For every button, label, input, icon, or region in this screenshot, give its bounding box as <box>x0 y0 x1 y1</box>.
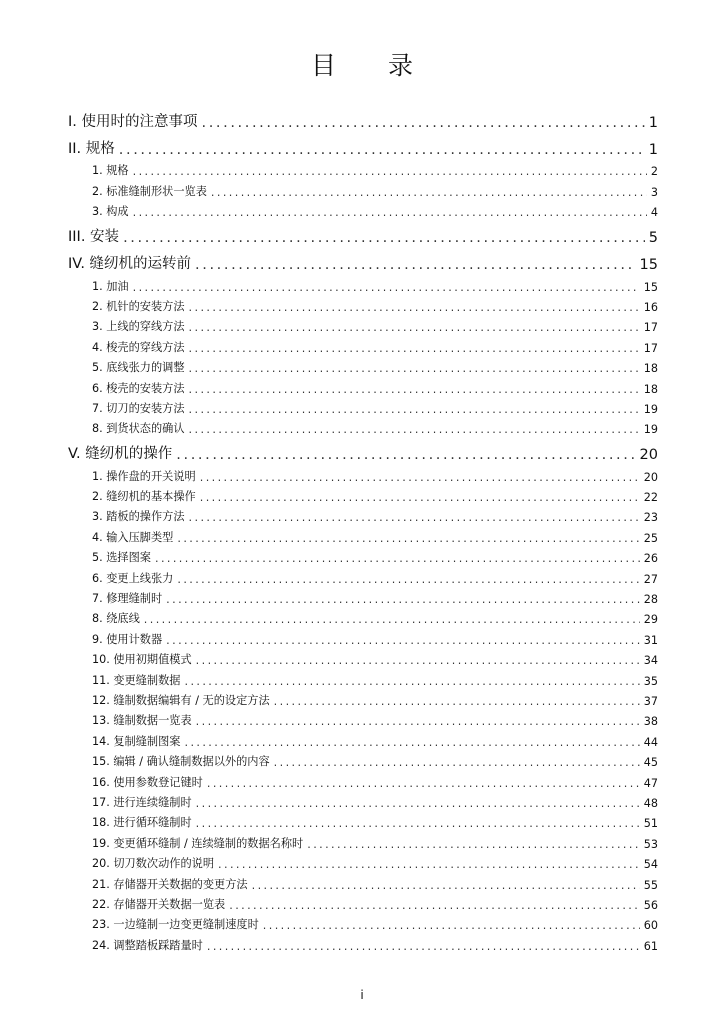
toc-entry-page: 20 <box>643 470 658 484</box>
toc-entry-page: 27 <box>643 572 658 586</box>
toc-subsection-entry[interactable] <box>68 463 658 483</box>
toc-leader-dots <box>123 230 645 246</box>
toc-entry-label: 5. 选择图案 <box>92 551 151 565</box>
table-of-contents <box>68 104 658 953</box>
toc-subsection-entry[interactable] <box>68 375 658 395</box>
toc-entry-page: 61 <box>643 939 658 953</box>
toc-entry-label: 2. 机针的安装方法 <box>92 299 185 313</box>
toc-entry-page: 53 <box>643 837 658 851</box>
toc-leader-dots <box>200 491 640 504</box>
toc-leader-dots <box>252 879 640 892</box>
toc-entry-page: 18 <box>643 382 658 396</box>
toc-subsection-entry[interactable] <box>68 334 658 354</box>
toc-entry-page: 56 <box>643 898 658 912</box>
toc-entry-label: III. 安装 <box>68 229 120 246</box>
toc-leader-dots <box>189 342 640 355</box>
toc-entry-page: 22 <box>643 491 658 505</box>
toc-leader-dots <box>189 423 640 436</box>
toc-entry-page: 4 <box>650 206 658 220</box>
toc-entry-label: 3. 上线的穿线方法 <box>92 320 185 334</box>
toc-leader-dots <box>189 362 640 375</box>
toc-entry-page: 3 <box>650 185 658 199</box>
toc-section-entry[interactable] <box>68 219 658 246</box>
toc-entry-label: 12. 缝制数据编辑有 / 无的设定方法 <box>92 693 270 707</box>
toc-leader-dots <box>207 940 640 953</box>
toc-entry-page: 37 <box>643 694 658 708</box>
toc-entry-page: 20 <box>639 447 658 464</box>
toc-entry-label: 2. 标准缝制形状一览表 <box>92 184 207 198</box>
toc-subsection-entry[interactable] <box>68 871 658 891</box>
toc-entry-label: 20. 切刀数次动作的说明 <box>92 857 215 871</box>
toc-leader-dots <box>200 471 640 484</box>
toc-subsection-entry[interactable] <box>68 790 658 810</box>
toc-subsection-entry[interactable] <box>68 504 658 524</box>
toc-subsection-entry[interactable] <box>68 749 658 769</box>
toc-entry-page: 28 <box>643 593 658 607</box>
toc-entry-page: 17 <box>643 341 658 355</box>
toc-leader-dots <box>133 206 647 219</box>
toc-leader-dots <box>189 511 640 524</box>
toc-leader-dots <box>144 613 640 626</box>
toc-leader-dots <box>189 301 640 314</box>
toc-leader-dots <box>196 797 640 810</box>
toc-entry-label: 6. 梭壳的安装方法 <box>92 381 185 395</box>
toc-entry-label: 11. 变更缝制数据 <box>92 673 181 687</box>
toc-entry-page: 25 <box>643 531 658 545</box>
toc-entry-label: 13. 缝制数据一览表 <box>92 714 192 728</box>
toc-entry-label: 22. 存储器开关数据一览表 <box>92 897 226 911</box>
toc-subsection-entry[interactable] <box>68 416 658 436</box>
toc-entry-label: 1. 加油 <box>92 279 129 293</box>
toc-subsection-entry[interactable] <box>68 586 658 606</box>
toc-entry-page: 60 <box>643 919 658 933</box>
toc-leader-dots <box>218 858 640 871</box>
toc-leader-dots <box>274 695 640 708</box>
toc-entry-page: 34 <box>643 654 658 668</box>
toc-leader-dots <box>211 186 647 199</box>
toc-leader-dots <box>184 675 639 688</box>
toc-leader-dots <box>202 115 645 131</box>
page-number: i <box>360 988 364 1002</box>
toc-subsection-entry[interactable] <box>68 769 658 789</box>
toc-entry-label: 23. 一边缝制一边变更缝制速度时 <box>92 918 259 932</box>
toc-subsection-entry[interactable] <box>68 158 658 178</box>
toc-subsection-entry[interactable] <box>68 273 658 293</box>
toc-section-entry[interactable] <box>68 131 658 158</box>
toc-subsection-entry[interactable] <box>68 728 658 748</box>
toc-subsection-entry[interactable] <box>68 314 658 334</box>
toc-entry-page: 45 <box>643 756 658 770</box>
toc-entry-label: V. 缝纫机的操作 <box>68 446 173 463</box>
toc-entry-label: 8. 到货状态的确认 <box>92 422 185 436</box>
toc-leader-dots <box>196 817 640 830</box>
toc-subsection-entry[interactable] <box>68 810 658 830</box>
toc-subsection-entry[interactable] <box>68 626 658 646</box>
toc-entry-label: 3. 踏板的操作方法 <box>92 510 185 524</box>
toc-entry-label: 8. 绕底线 <box>92 612 140 626</box>
toc-leader-dots <box>263 919 640 932</box>
toc-subsection-entry[interactable] <box>68 851 658 871</box>
toc-leader-dots <box>166 593 640 606</box>
toc-entry-page: 1 <box>648 142 658 158</box>
toc-subsection-entry[interactable] <box>68 199 658 219</box>
toc-leader-dots <box>196 715 640 728</box>
toc-leader-dots <box>177 532 639 545</box>
toc-entry-page: 48 <box>643 796 658 810</box>
toc-entry-page: 18 <box>643 362 658 376</box>
toc-entry-label: 7. 切刀的安装方法 <box>92 401 185 415</box>
toc-entry-page: 1 <box>648 115 658 131</box>
toc-entry-label: II. 规格 <box>68 141 115 157</box>
page-title: 目 录 <box>311 51 435 80</box>
toc-entry-label: 15. 编辑 / 确认缝制数据以外的内容 <box>92 755 270 769</box>
toc-leader-dots <box>229 899 640 912</box>
toc-entry-label: 16. 使用参数登记键时 <box>92 775 203 789</box>
toc-subsection-entry[interactable] <box>68 932 658 952</box>
toc-entry-label: 3. 构成 <box>92 205 129 219</box>
toc-entry-page: 17 <box>643 321 658 335</box>
toc-entry-label: I. 使用时的注意事项 <box>68 114 198 130</box>
toc-entry-page: 29 <box>643 613 658 627</box>
toc-leader-dots <box>155 552 640 565</box>
toc-subsection-entry[interactable] <box>68 484 658 504</box>
toc-leader-dots <box>307 838 640 851</box>
toc-entry-page: 44 <box>643 735 658 749</box>
toc-entry-page: 47 <box>643 776 658 790</box>
toc-entry-label: 19. 变更循环缝制 / 连续缝制的数据名称时 <box>92 836 304 850</box>
toc-entry-label: 18. 进行循环缝制时 <box>92 816 192 830</box>
toc-leader-dots <box>207 777 640 790</box>
toc-leader-dots <box>274 756 640 769</box>
toc-entry-label: 2. 缝纫机的基本操作 <box>92 490 196 504</box>
toc-entry-page: 19 <box>643 402 658 416</box>
toc-entry-label: 4. 输入压脚类型 <box>92 530 174 544</box>
toc-subsection-entry[interactable] <box>68 565 658 585</box>
toc-subsection-entry[interactable] <box>68 355 658 375</box>
toc-entry-label: 7. 修理缝制时 <box>92 592 163 606</box>
toc-leader-dots <box>176 447 635 463</box>
toc-subsection-entry[interactable] <box>68 688 658 708</box>
toc-subsection-entry[interactable] <box>68 396 658 416</box>
toc-entry-page: 54 <box>643 858 658 872</box>
toc-leader-dots <box>189 321 640 334</box>
toc-leader-dots <box>166 634 640 647</box>
toc-entry-page: 5 <box>648 230 658 247</box>
toc-subsection-entry[interactable] <box>68 647 658 667</box>
toc-entry-page: 35 <box>643 674 658 688</box>
toc-leader-dots <box>184 736 639 749</box>
toc-subsection-entry[interactable] <box>68 178 658 198</box>
toc-leader-dots <box>189 383 640 396</box>
toc-entry-page: 55 <box>643 878 658 892</box>
toc-leader-dots <box>133 165 647 178</box>
toc-subsection-entry[interactable] <box>68 892 658 912</box>
toc-leader-dots <box>119 142 645 158</box>
toc-section-entry[interactable] <box>68 246 658 273</box>
toc-entry-page: 26 <box>643 552 658 566</box>
toc-subsection-entry[interactable] <box>68 830 658 850</box>
toc-entry-page: 19 <box>643 423 658 437</box>
toc-leader-dots <box>196 654 640 667</box>
toc-subsection-entry[interactable] <box>68 912 658 932</box>
toc-subsection-entry[interactable] <box>68 524 658 544</box>
toc-leader-dots <box>189 403 640 416</box>
toc-subsection-entry[interactable] <box>68 606 658 626</box>
toc-entry-label: 17. 进行连续缝制时 <box>92 795 192 809</box>
toc-subsection-entry[interactable] <box>68 667 658 687</box>
toc-entry-label: IV. 缝纫机的运转前 <box>68 256 192 273</box>
toc-entry-page: 51 <box>643 817 658 831</box>
toc-entry-label: 1. 规格 <box>92 164 129 178</box>
toc-entry-page: 2 <box>650 165 658 179</box>
toc-section-entry[interactable] <box>68 104 658 131</box>
toc-entry-page: 23 <box>643 511 658 525</box>
toc-section-entry[interactable] <box>68 436 658 463</box>
toc-subsection-entry[interactable] <box>68 708 658 728</box>
toc-entry-label: 1. 操作盘的开关说明 <box>92 469 196 483</box>
toc-leader-dots <box>133 281 640 294</box>
toc-entry-label: 5. 底线张力的调整 <box>92 361 185 375</box>
toc-subsection-entry[interactable] <box>68 545 658 565</box>
toc-subsection-entry[interactable] <box>68 294 658 314</box>
toc-entry-label: 4. 梭壳的穿线方法 <box>92 340 185 354</box>
toc-entry-page: 38 <box>643 715 658 729</box>
toc-entry-page: 16 <box>643 300 658 314</box>
toc-entry-label: 6. 变更上线张力 <box>92 571 174 585</box>
toc-entry-page: 31 <box>643 633 658 647</box>
toc-entry-page: 15 <box>643 280 658 294</box>
toc-leader-dots <box>195 257 636 273</box>
toc-entry-label: 21. 存储器开关数据的变更方法 <box>92 877 248 891</box>
toc-leader-dots <box>177 573 639 586</box>
toc-entry-page: 15 <box>639 257 658 274</box>
toc-entry-label: 24. 调整踏板踩踏量时 <box>92 938 203 952</box>
toc-entry-label: 9. 使用计数器 <box>92 632 163 646</box>
toc-entry-label: 10. 使用初期值模式 <box>92 653 192 667</box>
toc-entry-label: 14. 复制缝制图案 <box>92 734 181 748</box>
